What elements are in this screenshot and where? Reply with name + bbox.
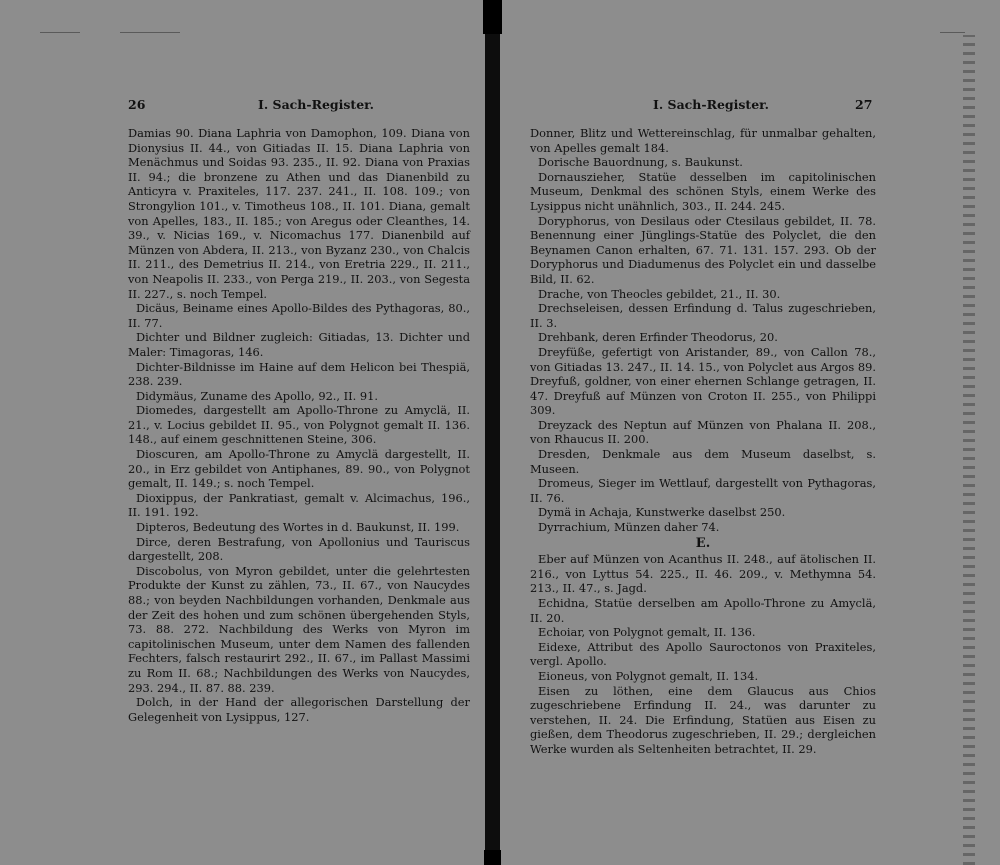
- entry: Dromeus, Sieger im Wettlauf, dargestellt von Pythagoras, II. 76.: [530, 476, 876, 505]
- entry: Donner, Blitz und Wettereinschlag, für unmalbar gehalten, von Apelles gemalt 184.: [530, 126, 876, 155]
- right-page: [500, 0, 1000, 865]
- left-page-text: [128, 126, 470, 724]
- entry: Dreyfüße, gefertigt von Aristander, 89., von Callon 78., von Gitiadas 13. 247., II. 14. 15., von Polyclet aus Argos 89. Dreyfuß, goldner, von einer ehernen Schlange getragen, II. 47. Dreyfuß auf Münzen von Croton II. 255., von Philippi 309.: [530, 344, 876, 418]
- book-gutter: [485, 0, 500, 865]
- entry: Eber auf Münzen von Acanthus II. 248., auf ätolischen II. 216., von Lyttus 54. 225., II. 46. 209., v. Methymna 54. 213., II. 47., s. Jagd.: [530, 552, 876, 596]
- section-letter: E.: [695, 535, 711, 551]
- right-page-text: [530, 126, 876, 757]
- left-page-running-title: I. Sach-Register.: [258, 97, 374, 112]
- entry: Dichter-Bildnisse im Haine auf dem Helicon bei Thespiä, 238. 239.: [128, 359, 470, 389]
- entry: Drache, von Theocles gebildet, 21., II. 30.: [538, 286, 781, 301]
- entry: Diomedes, dargestellt am Apollo-Throne zu Amyclä, II. 21., v. Locius gebildet II. 95., von Polygnot gemalt II. 136. 148., auf einem geschnittenen Steine, 306.: [128, 403, 470, 447]
- entry: Eioneus, von Polygnot gemalt, II. 134.: [538, 668, 759, 683]
- entry: Drechseleisen, dessen Erfindung d. Talus zugeschrieben, II. 3.: [530, 301, 876, 330]
- entry: Dreyzack des Neptun auf Münzen von Phalana II. 208., von Rhaucus II. 200.: [530, 417, 876, 447]
- entry: Dioxippus, der Pankratiast, gemalt v. Alcimachus, 196., II. 191. 192.: [128, 490, 470, 520]
- entry: Damias 90. Diana Laphria von Damophon, 109. Diana von Dionysius II. 44., von Gitiadas II. 15. Diana Laphria von Menächmus und Soidas 93. 235., II. 92. Diana von Praxias II. 94.; die bronzene zu Athen und das Dianenbild zu Anticyra v. Praxiteles, 117. 237. 241., II. 108. 109.; von Strongylion 101., v. Timotheus 108., II. 101. Diana, gemalt von Apelles, 183., II. 185.; von Aregus oder Cleanthes, 14. 39., v. Nicias 169., v. Nicomachus 177. Dianenbild auf Münzen von Abdera, II. 213., von Byzanz 230., von Chalcis II. 211., des Demetrius II. 214., von Eretria 229., II. 211., von Neapolis II. 233., von Perga 219., II. 203., von Segesta II. 227., s. noch Tempel.: [128, 126, 470, 301]
- left-page: [0, 0, 485, 865]
- entry: Dirce, deren Bestrafung, von Apollonius und Tauriscus dargestellt, 208.: [128, 534, 470, 564]
- entry: Eidexe, Attribut des Apollo Sauroctonos von Praxiteles, vergl. Apollo.: [530, 639, 876, 669]
- entry: Discobolus, von Myron gebildet, unter die gelehrtesten Produkte der Kunst zu zählen, 73., II. 67., von Naucydes 88.; von beyden Nachbildungen vorhanden, Denkmale aus der Zeit des hohen und zum schönen übergehenden Styls, 73. 88. 272. Nachbildung des Werks von Myron im capitolinischen Museum, unter dem Namen des fallenden Fechters, falsch restaurirt 292., II. 67., im Pallast Massimi zu Rom II. 68.; Nachbildungen des Werks von Naucydes, 293. 294., II. 87. 88. 239.: [128, 563, 470, 695]
- right-page-running-title: I. Sach-Register.: [653, 97, 769, 112]
- entry: Echoiar, von Polygnot gemalt, II. 136.: [538, 625, 756, 640]
- gutter-bottom-shadow: [484, 850, 501, 865]
- entry: Dichter und Bildner zugleich: Gitiadas, 13. Dichter und Maler: Timagoras, 146.: [128, 330, 470, 359]
- entry: Eisen zu löthen, eine dem Glaucus aus Chios zugeschriebene Erfindung II. 24., was darunter zu verstehen, II. 24. Die Erfindung, Statüen aus Eisen zu gießen, dem Theodorus zugeschrieben, II. 29.; dergleichen Werke wurden als Seltenheiten betrachtet, II. 29.: [530, 683, 876, 756]
- entry: Dorische Bauordnung, s. Baukunst.: [538, 155, 743, 170]
- entry: Drehbank, deren Erfinder Theodorus, 20.: [538, 330, 778, 345]
- entry: Dolch, in der Hand der allegorischen Darstellung der Gelegenheit von Lysippus, 127.: [128, 695, 470, 724]
- entry: Didymäus, Zuname des Apollo, 92., II. 91.: [136, 388, 379, 403]
- right-page-number: 27: [855, 97, 873, 112]
- entry: Echidna, Statüe derselben am Apollo-Throne zu Amyclä, II. 20.: [530, 596, 876, 625]
- entry: Dornauszieher, Statüe desselben im capitolinischen Museum, Denkmal des schönen Styls, einem Werke des Lysippus nicht unähnlich, 303., II. 244. 245.: [530, 169, 876, 213]
- entry: Dicäus, Beiname eines Apollo-Bildes des Pythagoras, 80., II. 77.: [128, 301, 470, 330]
- entry: Dipteros, Bedeutung des Wortes in d. Baukunst, II. 199.: [136, 520, 460, 535]
- entry: Dioscuren, am Apollo-Throne zu Amyclä dargestellt, II. 20., in Erz gebildet von Antiphanes, 89. 90., von Polygnot gemalt, II. 149.; s. noch Tempel.: [128, 447, 470, 491]
- left-page-number: 26: [128, 97, 146, 112]
- entry: Dresden, Denkmale aus dem Museum daselbst, s. Museen.: [530, 447, 876, 476]
- entry: Dyrrachium, Münzen daher 74.: [538, 520, 720, 535]
- entry: Doryphorus, von Desilaus oder Ctesilaus gebildet, II. 78. Benennung einer Jünglings-Statüe des Polyclet, die den Beynamen Canon erhalten, 67. 71. 131. 157. 293. Ob der Doryphorus und Diadumenus des Polyclet ein und dasselbe Bild, II. 62.: [530, 213, 876, 286]
- entry: Dymä in Achaja, Kunstwerke daselbst 250.: [538, 505, 786, 520]
